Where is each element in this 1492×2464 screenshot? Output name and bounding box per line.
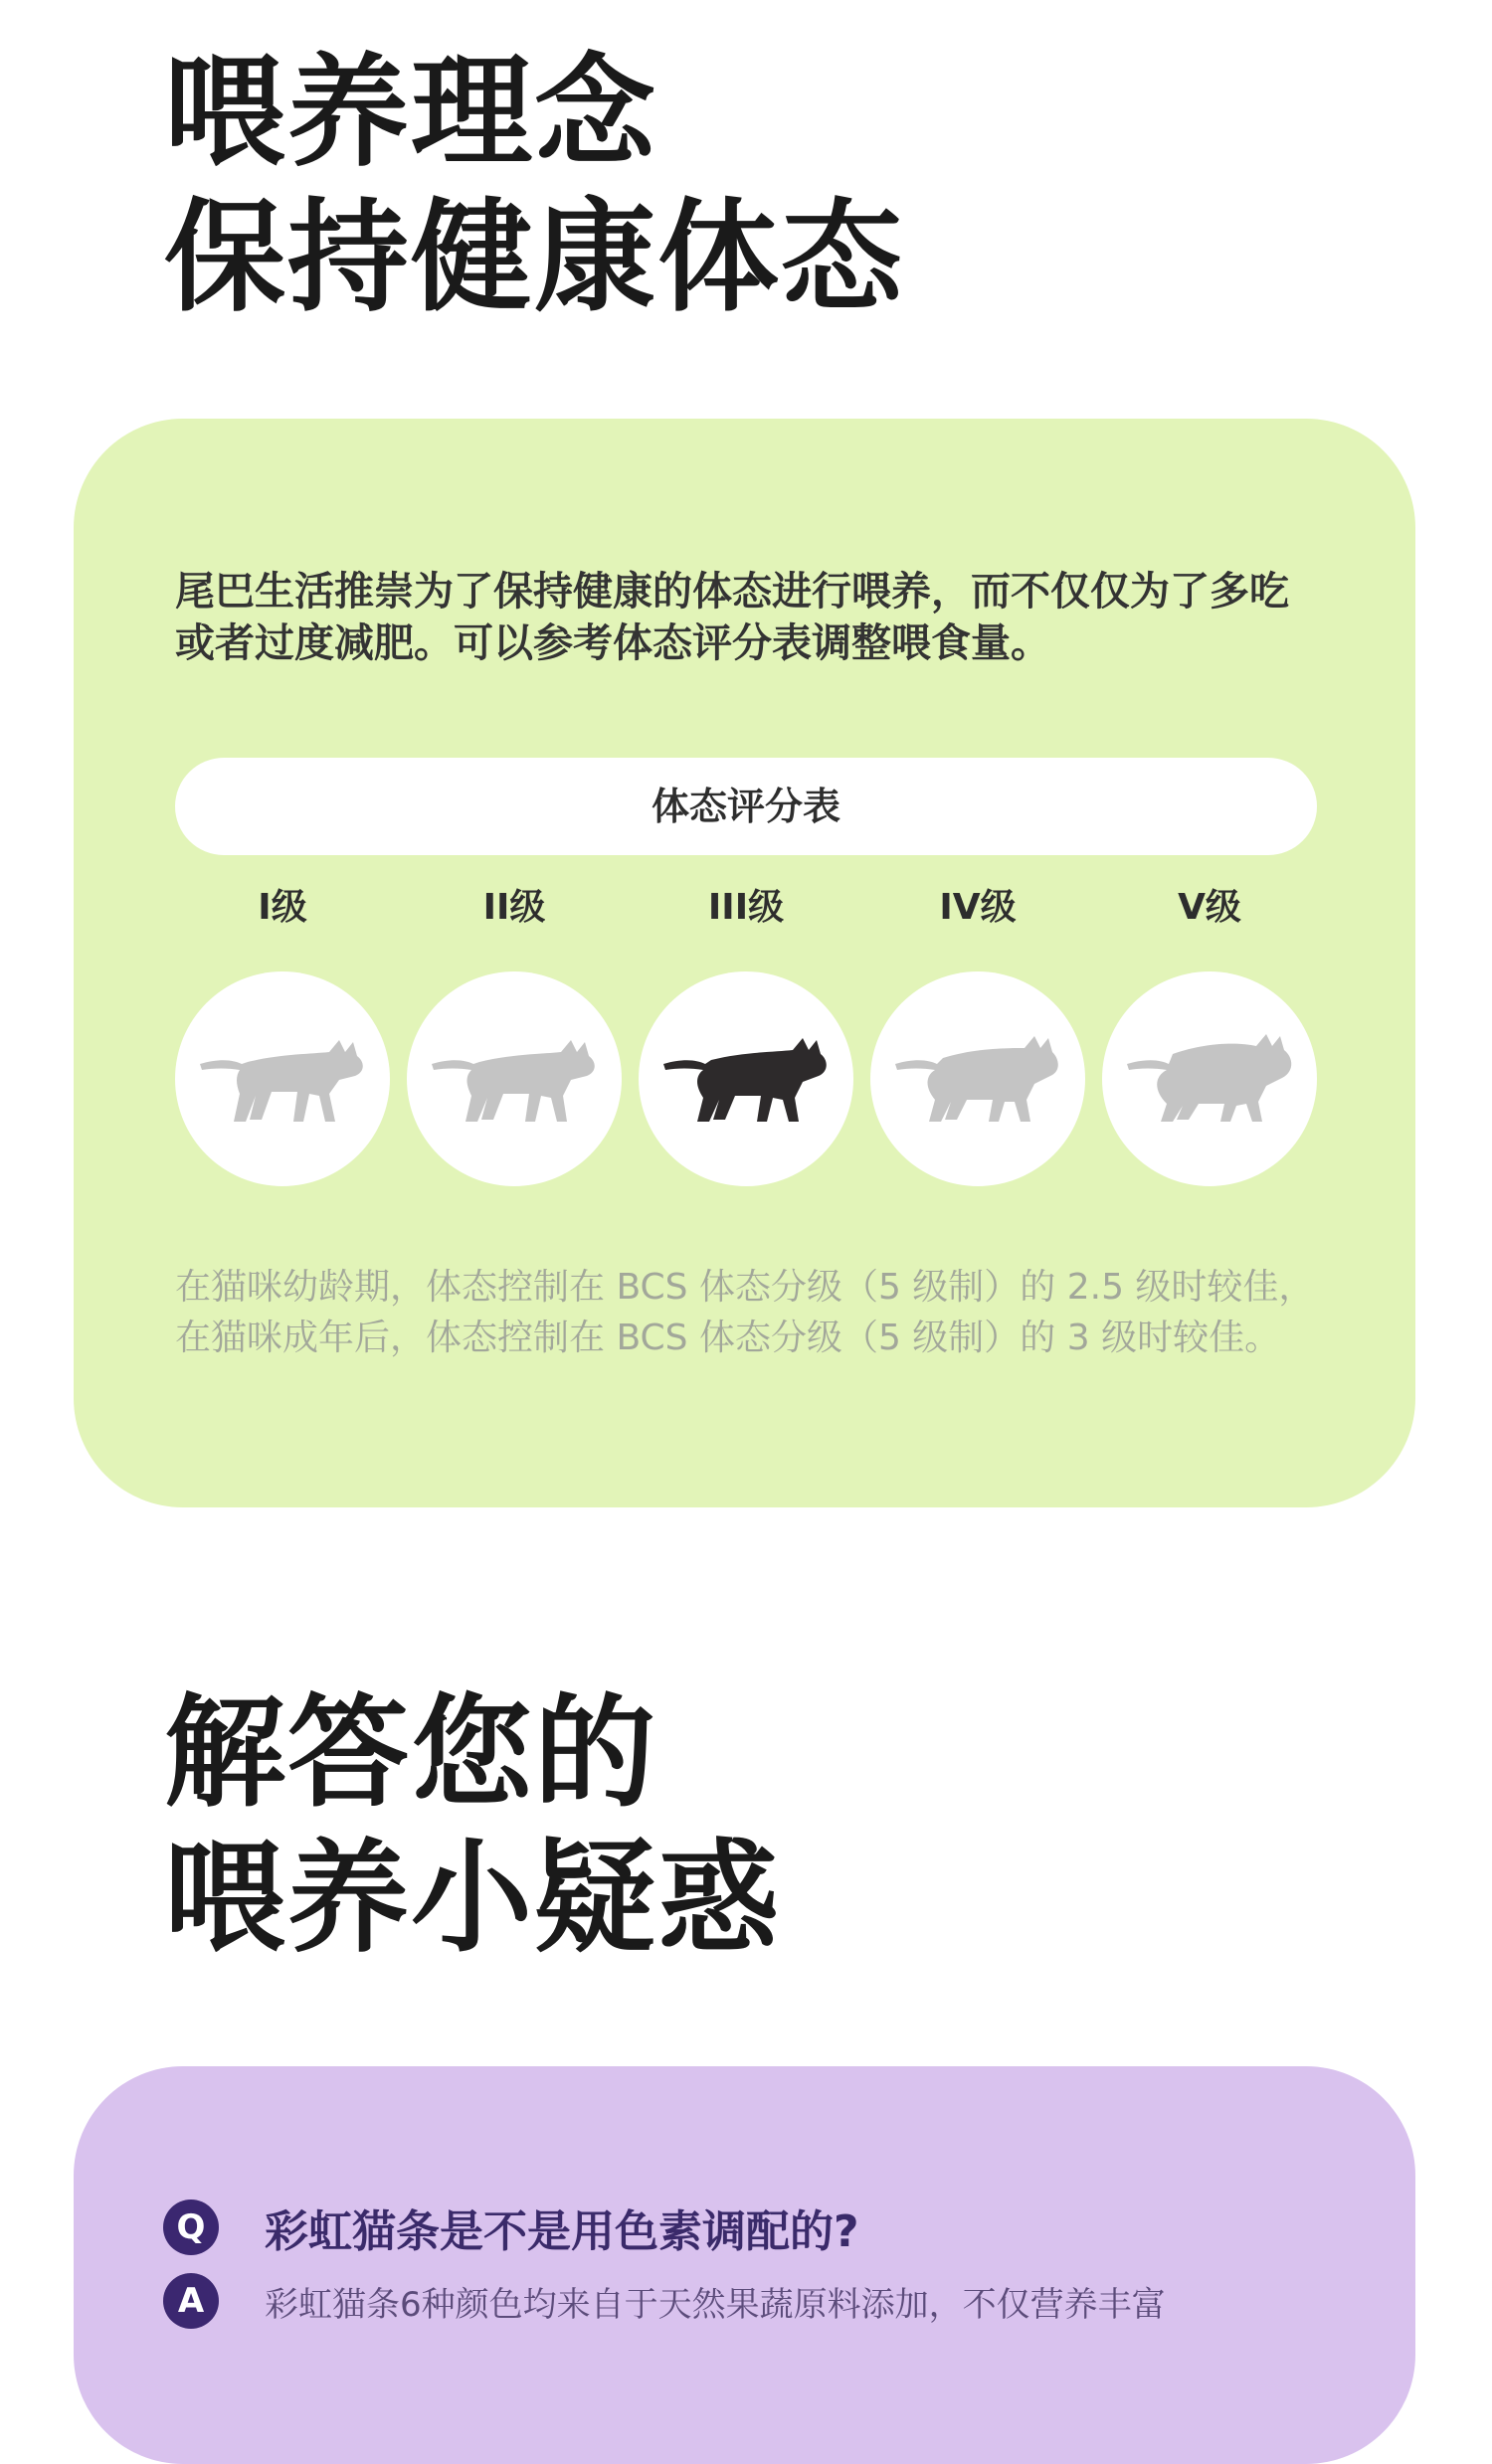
feeding-philosophy-title xyxy=(164,40,904,330)
grade-label: I级 xyxy=(258,887,307,928)
grade-label: V级 xyxy=(1178,887,1241,928)
faq-card xyxy=(74,2066,1415,2464)
title-line-1: 解答您的 xyxy=(164,1682,657,1824)
grade-item-3 xyxy=(639,886,853,1186)
faq-answer-row xyxy=(163,2273,1166,2329)
grade-circle xyxy=(175,971,390,1186)
faq-answer: 彩虹猫条6种颜色均来自于天然果蔬原料添加，不仅营养丰富 xyxy=(265,2284,1166,2325)
grade-item-2 xyxy=(407,886,622,1186)
grade-label: III级 xyxy=(707,887,785,928)
cat-silhouette-icon xyxy=(885,1024,1070,1134)
grade-circle xyxy=(639,971,853,1186)
body-condition-card xyxy=(74,419,1415,1507)
faq-question-row[interactable] xyxy=(163,2196,859,2259)
cat-silhouette-icon xyxy=(422,1024,607,1134)
grade-circle xyxy=(407,971,622,1186)
cat-silhouette-icon xyxy=(1117,1024,1302,1134)
grade-circle xyxy=(870,971,1085,1186)
title-line-2: 保持健康体态 xyxy=(164,187,904,328)
intro-text: 尾巴生活推崇为了保持健康的体态进行喂养，而不仅仅为了多吃或者过度减肥。可以参考体态评分表调整喂食量。 xyxy=(175,569,1289,666)
cat-silhouette-icon xyxy=(190,1024,375,1134)
bcs-grade-list xyxy=(175,886,1317,1184)
grade-label: II级 xyxy=(482,887,546,928)
bcs-chart-title: 体态评分表 xyxy=(175,758,1317,855)
grade-circle xyxy=(1102,971,1317,1186)
grade-item-5 xyxy=(1102,886,1317,1186)
faq-title xyxy=(164,1680,781,1971)
title-line-1: 喂养理念 xyxy=(164,42,657,183)
cat-silhouette-icon xyxy=(653,1024,839,1134)
grade-item-4 xyxy=(870,886,1085,1186)
faq-question: 彩虹猫条是不是用色素调配的? xyxy=(265,2206,859,2257)
grade-item-1 xyxy=(175,886,390,1186)
question-badge: Q xyxy=(163,2200,219,2255)
answer-badge: A xyxy=(163,2273,219,2329)
bcs-note-text: 在猫咪幼龄期，体态控制在 BCS 体态分级（5 级制）的 2.5 级时较佳，在猫咪成年后，体态控制在 BCS 体态分级（5 级制）的 3 级时较佳。 xyxy=(175,1267,1315,1358)
title-line-2: 喂养小疑惑 xyxy=(164,1828,781,1969)
grade-label: IV级 xyxy=(939,887,1017,928)
